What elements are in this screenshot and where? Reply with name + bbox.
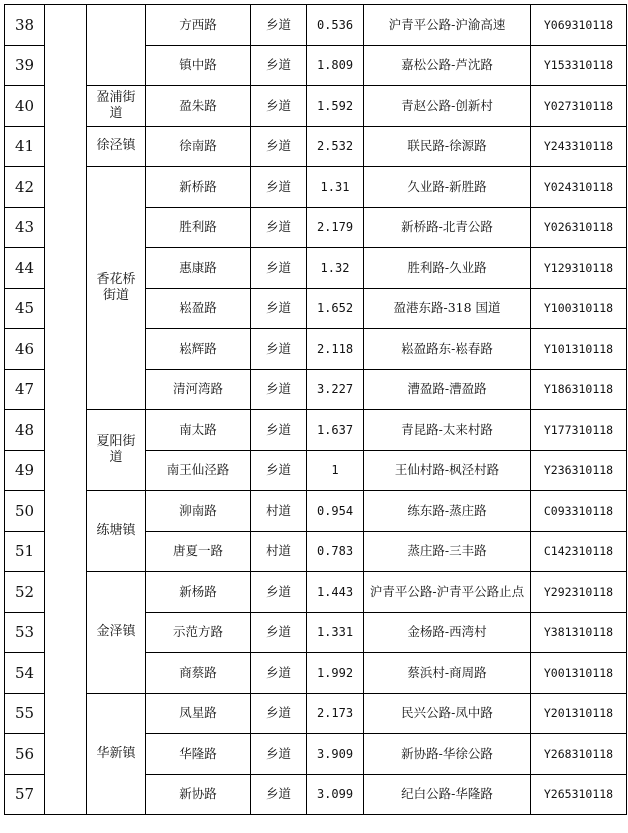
road-code: Y027310118 xyxy=(531,86,627,127)
road-length: 1.592 xyxy=(307,86,364,127)
road-range: 民兴公路-凤中路 xyxy=(364,693,531,734)
road-range: 青赵公路-创新村 xyxy=(364,86,531,127)
road-range: 沪青平公路-沪渝高速 xyxy=(364,5,531,46)
road-length: 1.652 xyxy=(307,288,364,329)
row-number: 45 xyxy=(5,288,45,329)
road-code: Y024310118 xyxy=(531,167,627,208)
road-type: 乡道 xyxy=(251,86,307,127)
road-code: Y268310118 xyxy=(531,734,627,775)
town-cell: 练塘镇 xyxy=(87,491,146,572)
road-range: 王仙村路-枫泾村路 xyxy=(364,450,531,491)
row-number: 39 xyxy=(5,45,45,86)
road-name: 新杨路 xyxy=(146,572,251,613)
road-range: 嘉松公路-芦沈路 xyxy=(364,45,531,86)
town-cell: 华新镇 xyxy=(87,693,146,815)
road-length: 2.173 xyxy=(307,693,364,734)
row-number: 50 xyxy=(5,491,45,532)
road-name: 凤星路 xyxy=(146,693,251,734)
table-row xyxy=(5,410,627,451)
road-code: Y292310118 xyxy=(531,572,627,613)
road-range: 崧盈路东-崧春路 xyxy=(364,329,531,370)
row-number: 55 xyxy=(5,693,45,734)
row-number: 47 xyxy=(5,369,45,410)
road-name: 胜利路 xyxy=(146,207,251,248)
road-table xyxy=(4,4,627,815)
road-length: 1.31 xyxy=(307,167,364,208)
road-range: 胜利路-久业路 xyxy=(364,248,531,289)
road-range: 练东路-蒸庄路 xyxy=(364,491,531,532)
row-number: 52 xyxy=(5,572,45,613)
road-code: Y177310118 xyxy=(531,410,627,451)
road-range: 新桥路-北青公路 xyxy=(364,207,531,248)
road-name: 新协路 xyxy=(146,774,251,815)
road-code: Y186310118 xyxy=(531,369,627,410)
road-type: 乡道 xyxy=(251,126,307,167)
table-row xyxy=(5,491,627,532)
row-number: 42 xyxy=(5,167,45,208)
road-code: Y265310118 xyxy=(531,774,627,815)
road-name: 盈朱路 xyxy=(146,86,251,127)
road-name: 唐夏一路 xyxy=(146,531,251,572)
row-number: 44 xyxy=(5,248,45,289)
row-number: 38 xyxy=(5,5,45,46)
road-type: 乡道 xyxy=(251,774,307,815)
road-name: 清河湾路 xyxy=(146,369,251,410)
road-type: 村道 xyxy=(251,531,307,572)
road-code: Y381310118 xyxy=(531,612,627,653)
road-length: 1.32 xyxy=(307,248,364,289)
table-row xyxy=(5,167,627,208)
road-length: 3.099 xyxy=(307,774,364,815)
road-code: Y201310118 xyxy=(531,693,627,734)
road-length: 1.331 xyxy=(307,612,364,653)
road-name: 方西路 xyxy=(146,5,251,46)
town-cell: 金泽镇 xyxy=(87,572,146,694)
road-length: 0.783 xyxy=(307,531,364,572)
road-length: 2.179 xyxy=(307,207,364,248)
road-range: 纪白公路-华隆路 xyxy=(364,774,531,815)
road-length: 2.118 xyxy=(307,329,364,370)
road-range: 青昆路-太来村路 xyxy=(364,410,531,451)
town-cell: 夏阳街道 xyxy=(87,410,146,491)
road-range: 沪青平公路-沪青平公路止点 xyxy=(364,572,531,613)
road-range: 盈港东路-318 国道 xyxy=(364,288,531,329)
road-length: 3.909 xyxy=(307,734,364,775)
road-type: 乡道 xyxy=(251,207,307,248)
road-name: 示范方路 xyxy=(146,612,251,653)
road-code: Y129310118 xyxy=(531,248,627,289)
road-length: 2.532 xyxy=(307,126,364,167)
road-type: 乡道 xyxy=(251,45,307,86)
road-range: 久业路-新胜路 xyxy=(364,167,531,208)
road-length: 0.536 xyxy=(307,5,364,46)
road-table-body xyxy=(5,5,627,815)
table-row xyxy=(5,5,627,46)
road-length: 1.637 xyxy=(307,410,364,451)
table-row xyxy=(5,693,627,734)
road-type: 乡道 xyxy=(251,329,307,370)
road-code: C142310118 xyxy=(531,531,627,572)
town-cell: 徐泾镇 xyxy=(87,126,146,167)
road-type: 乡道 xyxy=(251,248,307,289)
road-type: 乡道 xyxy=(251,288,307,329)
road-name: 徐南路 xyxy=(146,126,251,167)
row-number: 40 xyxy=(5,86,45,127)
road-length: 1.992 xyxy=(307,653,364,694)
road-range: 漕盈路-漕盈路 xyxy=(364,369,531,410)
road-length: 1.443 xyxy=(307,572,364,613)
road-name: 泖南路 xyxy=(146,491,251,532)
road-type: 乡道 xyxy=(251,369,307,410)
road-length: 1 xyxy=(307,450,364,491)
road-code: Y236310118 xyxy=(531,450,627,491)
table-row xyxy=(5,572,627,613)
road-type: 乡道 xyxy=(251,167,307,208)
table-row xyxy=(5,126,627,167)
row-number: 49 xyxy=(5,450,45,491)
road-type: 乡道 xyxy=(251,410,307,451)
road-code: Y243310118 xyxy=(531,126,627,167)
road-name: 华隆路 xyxy=(146,734,251,775)
road-type: 乡道 xyxy=(251,5,307,46)
town-cell xyxy=(87,5,146,86)
road-name: 南太路 xyxy=(146,410,251,451)
road-code: C093310118 xyxy=(531,491,627,532)
road-type: 乡道 xyxy=(251,693,307,734)
road-type: 村道 xyxy=(251,491,307,532)
road-length: 0.954 xyxy=(307,491,364,532)
road-range: 新协路-华徐公路 xyxy=(364,734,531,775)
road-name: 崧辉路 xyxy=(146,329,251,370)
road-code: Y026310118 xyxy=(531,207,627,248)
road-type: 乡道 xyxy=(251,734,307,775)
road-name: 商蔡路 xyxy=(146,653,251,694)
row-number: 51 xyxy=(5,531,45,572)
town-cell: 香花桥街道 xyxy=(87,167,146,410)
road-code: Y001310118 xyxy=(531,653,627,694)
row-number: 41 xyxy=(5,126,45,167)
road-length: 1.809 xyxy=(307,45,364,86)
road-name: 惠康路 xyxy=(146,248,251,289)
road-type: 乡道 xyxy=(251,450,307,491)
district-cell xyxy=(45,5,87,815)
road-name: 新桥路 xyxy=(146,167,251,208)
road-range: 金杨路-西湾村 xyxy=(364,612,531,653)
row-number: 53 xyxy=(5,612,45,653)
road-type: 乡道 xyxy=(251,572,307,613)
road-code: Y153310118 xyxy=(531,45,627,86)
road-name: 南王仙泾路 xyxy=(146,450,251,491)
row-number: 54 xyxy=(5,653,45,694)
road-code: Y100310118 xyxy=(531,288,627,329)
town-cell: 盈浦街道 xyxy=(87,86,146,127)
road-code: Y069310118 xyxy=(531,5,627,46)
road-name: 崧盈路 xyxy=(146,288,251,329)
road-code: Y101310118 xyxy=(531,329,627,370)
road-type: 乡道 xyxy=(251,653,307,694)
table-row xyxy=(5,86,627,127)
row-number: 57 xyxy=(5,774,45,815)
road-type: 乡道 xyxy=(251,612,307,653)
row-number: 56 xyxy=(5,734,45,775)
road-range: 联民路-徐源路 xyxy=(364,126,531,167)
row-number: 46 xyxy=(5,329,45,370)
road-name: 镇中路 xyxy=(146,45,251,86)
road-range: 蔡浜村-商周路 xyxy=(364,653,531,694)
road-length: 3.227 xyxy=(307,369,364,410)
row-number: 48 xyxy=(5,410,45,451)
road-range: 蒸庄路-三丰路 xyxy=(364,531,531,572)
row-number: 43 xyxy=(5,207,45,248)
